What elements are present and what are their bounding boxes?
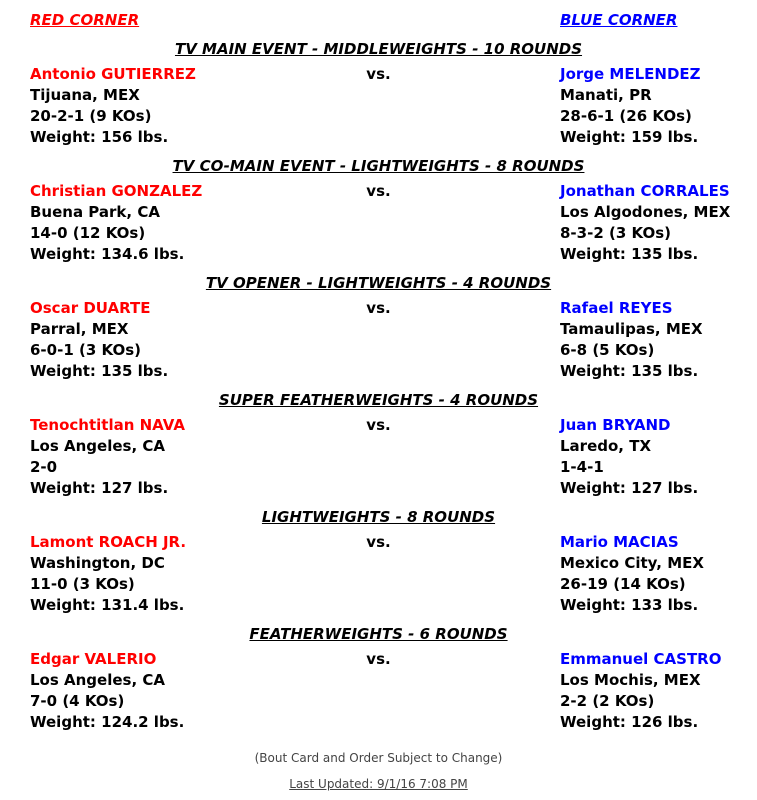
red-fighter-city: Parral, MEX bbox=[30, 320, 129, 338]
blue-fighter-block bbox=[560, 649, 721, 733]
bout-title: TV MAIN EVENT - MIDDLEWEIGHTS - 10 ROUNDS bbox=[174, 40, 583, 58]
red-fighter-weight: Weight: 156 lbs. bbox=[30, 128, 169, 146]
bout-list bbox=[0, 39, 757, 733]
bout-section bbox=[0, 390, 757, 499]
blue-fighter-name: Jorge MELENDEZ bbox=[560, 65, 701, 83]
blue-fighter-city: Laredo, TX bbox=[560, 437, 652, 455]
vs-label: vs. bbox=[366, 650, 391, 668]
red-fighter-name: Edgar VALERIO bbox=[30, 650, 157, 668]
vs-label: vs. bbox=[366, 182, 391, 200]
red-fighter-name: Lamont ROACH JR. bbox=[30, 533, 187, 551]
blue-fighter-city: Manati, PR bbox=[560, 86, 652, 104]
blue-fighter-record: 2-2 (2 KOs) bbox=[560, 692, 655, 710]
bout-title: TV CO-MAIN EVENT - LIGHTWEIGHTS - 8 ROUNDS bbox=[172, 157, 585, 175]
footer bbox=[0, 751, 757, 792]
bout-section bbox=[0, 273, 757, 382]
blue-fighter-weight: Weight: 135 lbs. bbox=[560, 245, 699, 263]
blue-fighter-city: Tamaulipas, MEX bbox=[560, 320, 703, 338]
vs-label: vs. bbox=[366, 299, 391, 317]
bout-title: TV OPENER - LIGHTWEIGHTS - 4 ROUNDS bbox=[205, 274, 552, 292]
bout-section bbox=[0, 507, 757, 616]
blue-fighter-record: 8-3-2 (3 KOs) bbox=[560, 224, 671, 242]
blue-fighter-block bbox=[560, 415, 698, 499]
blue-fighter-block bbox=[560, 532, 704, 616]
bout-body bbox=[0, 532, 757, 616]
red-fighter-weight: Weight: 131.4 lbs. bbox=[30, 596, 185, 614]
blue-fighter-weight: Weight: 135 lbs. bbox=[560, 362, 699, 380]
disclaimer-note: (Bout Card and Order Subject to Change) bbox=[254, 751, 503, 765]
bout-section bbox=[0, 624, 757, 733]
red-fighter-record: 20-2-1 (9 KOs) bbox=[30, 107, 152, 125]
red-fighter-name: Tenochtitlan NAVA bbox=[30, 416, 185, 434]
blue-corner-heading: BLUE CORNER bbox=[560, 11, 678, 29]
vs-label: vs. bbox=[366, 65, 391, 83]
blue-fighter-record: 26-19 (14 KOs) bbox=[560, 575, 686, 593]
blue-fighter-name: Juan BRYAND bbox=[560, 416, 671, 434]
blue-fighter-weight: Weight: 127 lbs. bbox=[560, 479, 699, 497]
bout-body bbox=[0, 298, 757, 382]
vs-label: vs. bbox=[366, 533, 391, 551]
bout-body bbox=[0, 649, 757, 733]
red-fighter-weight: Weight: 135 lbs. bbox=[30, 362, 169, 380]
red-fighter-city: Washington, DC bbox=[30, 554, 165, 572]
blue-fighter-block bbox=[560, 298, 703, 382]
red-fighter-city: Los Angeles, CA bbox=[30, 671, 165, 689]
blue-fighter-name: Emmanuel CASTRO bbox=[560, 650, 722, 668]
blue-fighter-name: Jonathan CORRALES bbox=[560, 182, 730, 200]
red-fighter-name: Christian GONZALEZ bbox=[30, 182, 203, 200]
bout-title: SUPER FEATHERWEIGHTS - 4 ROUNDS bbox=[218, 391, 539, 409]
bout-title: LIGHTWEIGHTS - 8 ROUNDS bbox=[261, 508, 496, 526]
red-fighter-city: Los Angeles, CA bbox=[30, 437, 165, 455]
blue-fighter-weight: Weight: 126 lbs. bbox=[560, 713, 699, 731]
blue-fighter-city: Mexico City, MEX bbox=[560, 554, 704, 572]
bout-body bbox=[0, 415, 757, 499]
red-fighter-city: Buena Park, CA bbox=[30, 203, 160, 221]
red-fighter-weight: Weight: 127 lbs. bbox=[30, 479, 169, 497]
vs-label: vs. bbox=[366, 416, 391, 434]
bout-section bbox=[0, 156, 757, 265]
red-fighter-record: 2-0 bbox=[30, 458, 58, 476]
bout-body bbox=[0, 181, 757, 265]
red-fighter-record: 14-0 (12 KOs) bbox=[30, 224, 146, 242]
blue-fighter-name: Rafael REYES bbox=[560, 299, 673, 317]
blue-fighter-city: Los Algodones, MEX bbox=[560, 203, 731, 221]
red-fighter-weight: Weight: 124.2 lbs. bbox=[30, 713, 185, 731]
red-corner-heading: RED CORNER bbox=[30, 11, 140, 29]
red-fighter-record: 6-0-1 (3 KOs) bbox=[30, 341, 141, 359]
bout-section bbox=[0, 39, 757, 148]
bout-body bbox=[0, 64, 757, 148]
blue-fighter-record: 1-4-1 bbox=[560, 458, 604, 476]
red-fighter-weight: Weight: 134.6 lbs. bbox=[30, 245, 185, 263]
red-fighter-record: 11-0 (3 KOs) bbox=[30, 575, 135, 593]
blue-fighter-city: Los Mochis, MEX bbox=[560, 671, 701, 689]
red-fighter-name: Antonio GUTIERREZ bbox=[30, 65, 196, 83]
blue-fighter-block bbox=[560, 181, 730, 265]
blue-fighter-block bbox=[560, 64, 701, 148]
blue-fighter-weight: Weight: 133 lbs. bbox=[560, 596, 699, 614]
blue-fighter-name: Mario MACIAS bbox=[560, 533, 679, 551]
blue-fighter-weight: Weight: 159 lbs. bbox=[560, 128, 699, 146]
red-fighter-city: Tijuana, MEX bbox=[30, 86, 140, 104]
corner-header bbox=[0, 10, 757, 31]
red-fighter-record: 7-0 (4 KOs) bbox=[30, 692, 125, 710]
red-fighter-name: Oscar DUARTE bbox=[30, 299, 151, 317]
last-updated-text: Last Updated: 9/1/16 7:08 PM bbox=[289, 777, 468, 791]
blue-fighter-record: 28-6-1 (26 KOs) bbox=[560, 107, 692, 125]
bout-title: FEATHERWEIGHTS - 6 ROUNDS bbox=[249, 625, 508, 643]
blue-fighter-record: 6-8 (5 KOs) bbox=[560, 341, 655, 359]
